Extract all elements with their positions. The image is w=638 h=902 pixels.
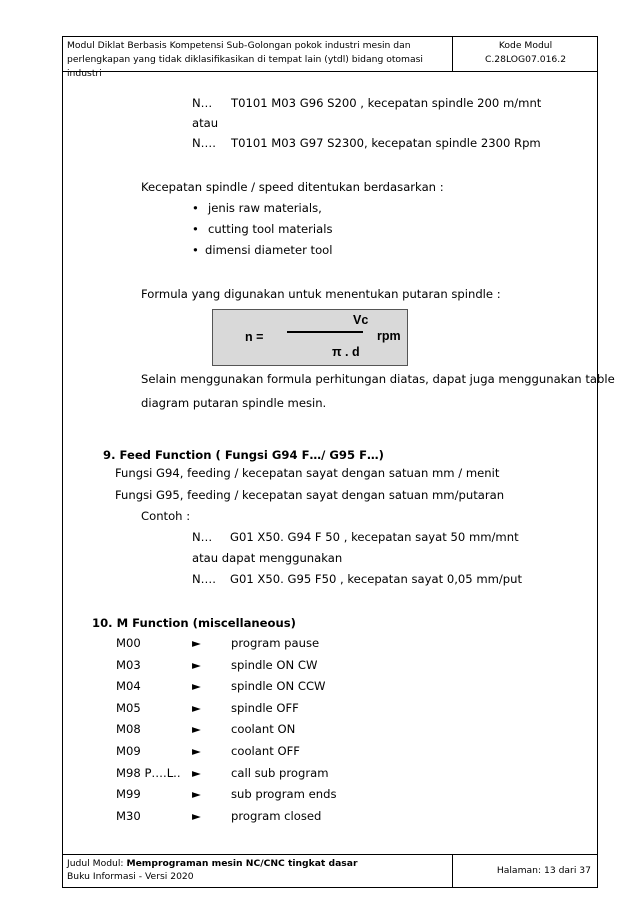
footer-book: Buku Informasi - Versi 2020 — [67, 871, 194, 882]
bullet-icon: • — [192, 243, 199, 257]
formula-unit: rpm — [377, 329, 401, 343]
formula-intro: Formula yang digunakan untuk menentukan putaran spindle : — [141, 287, 501, 301]
arrow-right-icon: ► — [192, 636, 201, 650]
module-code-label: Kode Modul — [498, 40, 553, 51]
table-note-line2: diagram putaran spindle mesin. — [141, 396, 327, 410]
arrow-right-icon: ► — [192, 744, 201, 758]
mfunc-code: M04 — [116, 679, 141, 693]
spindle-example-2-n: N…. — [192, 136, 216, 150]
arrow-right-icon: ► — [192, 679, 201, 693]
arrow-right-icon: ► — [192, 658, 201, 672]
feed-example-label: Contoh : — [141, 509, 191, 523]
speed-factor-3: dimensi diameter tool — [205, 243, 333, 257]
header-title-line1: Modul Diklat Berbasis Kompetensi Sub-Golongan pokok industri mesin dan — [67, 40, 411, 51]
mfunc-code: M98 P….L.. — [116, 766, 181, 780]
formula-numerator: Vc — [353, 313, 369, 327]
speed-intro: Kecepatan spindle / speed ditentukan berdasarkan : — [141, 180, 444, 194]
page-header — [62, 36, 598, 79]
mfunc-code: M03 — [116, 658, 141, 672]
feed-example-1-code: G01 X50. G94 F 50 , kecepatan sayat 50 mm/mnt — [230, 530, 519, 544]
footer-module-label: Judul Modul: — [67, 858, 127, 869]
mfunc-desc: program pause — [231, 636, 320, 650]
bullet-icon: • — [192, 222, 199, 236]
feed-example-2-code: G01 X50. G95 F50 , kecepatan sayat 0,05 mm/put — [230, 572, 523, 586]
bullet-icon: • — [192, 201, 199, 215]
feed-line1: Fungsi G94, feeding / kecepatan sayat dengan satuan mm / menit — [115, 466, 500, 480]
footer-module — [63, 855, 453, 887]
mfunc-desc: spindle OFF — [231, 701, 299, 715]
arrow-right-icon: ► — [192, 701, 201, 715]
module-code-value: C.28LOG07.016.2 — [484, 54, 567, 65]
header-title — [63, 37, 453, 79]
mfunc-heading: 10. M Function (miscellaneous) — [92, 616, 296, 630]
formula-lhs: n = — [245, 330, 264, 344]
spindle-example-2-code: T0101 M03 G97 S2300, kecepatan spindle 2300 Rpm — [231, 136, 541, 150]
mfunc-desc: spindle ON CW — [231, 658, 318, 672]
fraction-bar — [287, 331, 363, 333]
mfunc-desc: program closed — [231, 809, 322, 823]
feed-line2: Fungsi G95, feeding / kecepatan sayat dengan satuan mm/putaran — [115, 488, 505, 502]
spindle-example-or: atau — [192, 116, 219, 130]
header-module-code — [454, 37, 597, 71]
mfunc-desc: sub program ends — [231, 787, 337, 801]
arrow-right-icon: ► — [192, 809, 201, 823]
table-note-line1: Selain menggunakan formula perhitungan diatas, dapat juga menggunakan table — [141, 372, 615, 386]
footer-module-title: Memprograman mesin NC/CNC tingkat dasar — [126, 858, 358, 869]
formula-box — [212, 309, 408, 366]
arrow-right-icon: ► — [192, 766, 201, 780]
mfunc-code: M05 — [116, 701, 141, 715]
arrow-right-icon: ► — [192, 787, 201, 801]
speed-factor-1: jenis raw materials, — [208, 201, 322, 215]
mfunc-code: M00 — [116, 636, 141, 650]
mfunc-desc: call sub program — [231, 766, 329, 780]
mfunc-code: M30 — [116, 809, 141, 823]
feed-example-or: atau dapat menggunakan — [192, 551, 343, 565]
speed-factor-2: cutting tool materials — [208, 222, 333, 236]
formula-denominator: π . d — [332, 345, 360, 359]
header-title-line2: perlengkapan yang tidak diklasifikasikan di tempat lain (ytdl) bidang otomasi industri — [67, 54, 423, 79]
mfunc-code: M08 — [116, 722, 141, 736]
mfunc-code: M09 — [116, 744, 141, 758]
feed-heading: 9. Feed Function ( Fungsi G94 F…/ G95 F…) — [103, 448, 384, 462]
mfunc-desc: coolant OFF — [231, 744, 300, 758]
footer-page-number: Halaman: 13 dari 37 — [496, 865, 591, 876]
mfunc-desc: coolant ON — [231, 722, 296, 736]
arrow-right-icon: ► — [192, 722, 201, 736]
spindle-example-1-code: T0101 M03 G96 S200 , kecepatan spindle 200 m/mnt — [231, 96, 542, 110]
feed-example-2-n: N…. — [192, 572, 216, 586]
feed-example-1-n: N… — [192, 530, 213, 544]
page-footer — [62, 854, 598, 888]
mfunc-code: M99 — [116, 787, 141, 801]
spindle-example-1-n: N… — [192, 96, 213, 110]
mfunc-desc: spindle ON CCW — [231, 679, 326, 693]
